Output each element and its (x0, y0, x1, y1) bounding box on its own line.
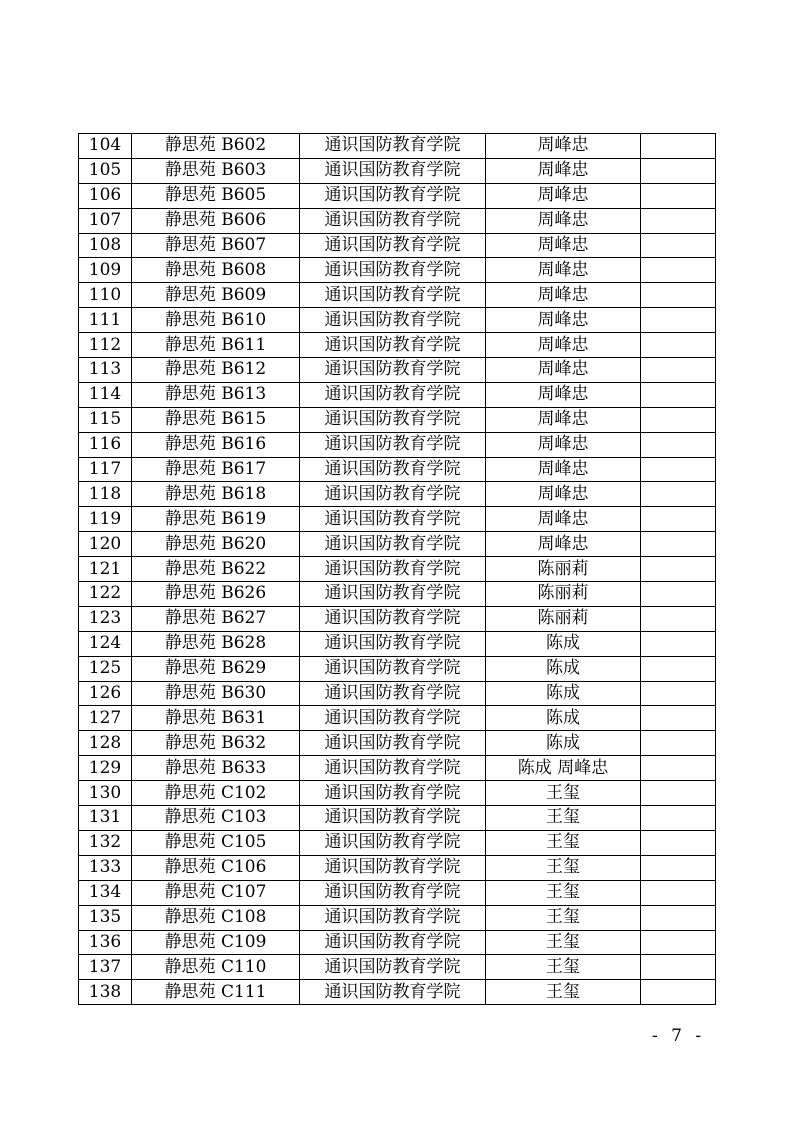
college-cell: 通识国防教育学院 (300, 830, 486, 855)
row-number-cell: 135 (79, 905, 132, 930)
row-number-cell: 136 (79, 930, 132, 955)
table-row (79, 955, 716, 980)
table-row (79, 333, 716, 358)
table-row (79, 631, 716, 656)
remarks-cell (641, 631, 716, 656)
table-row (79, 606, 716, 631)
college-cell: 通识国防教育学院 (300, 606, 486, 631)
counselor-cell: 周峰忠 (486, 507, 641, 532)
remarks-cell (641, 532, 716, 557)
dorm-room-cell: 静思苑 B608 (132, 258, 300, 283)
counselor-cell: 陈丽莉 (486, 582, 641, 607)
dormitory-assignment-table (78, 133, 716, 1005)
row-number-cell: 122 (79, 582, 132, 607)
table-row (79, 183, 716, 208)
dorm-room-cell: 静思苑 B628 (132, 631, 300, 656)
dorm-room-cell: 静思苑 B606 (132, 208, 300, 233)
row-number-cell: 107 (79, 208, 132, 233)
college-cell: 通识国防教育学院 (300, 183, 486, 208)
row-number-cell: 138 (79, 980, 132, 1005)
row-number-cell: 110 (79, 283, 132, 308)
table-row (79, 731, 716, 756)
table-row (79, 781, 716, 806)
remarks-cell (641, 606, 716, 631)
row-number-cell: 119 (79, 507, 132, 532)
remarks-cell (641, 158, 716, 183)
dorm-room-cell: 静思苑 B618 (132, 482, 300, 507)
remarks-cell (641, 457, 716, 482)
remarks-cell (641, 855, 716, 880)
remarks-cell (641, 333, 716, 358)
row-number-cell: 104 (79, 134, 132, 159)
college-cell: 通识国防教育学院 (300, 980, 486, 1005)
college-cell: 通识国防教育学院 (300, 158, 486, 183)
college-cell: 通识国防教育学院 (300, 208, 486, 233)
row-number-cell: 131 (79, 806, 132, 831)
remarks-cell (641, 582, 716, 607)
counselor-cell: 周峰忠 (486, 134, 641, 159)
dorm-room-cell: 静思苑 B626 (132, 582, 300, 607)
college-cell: 通识国防教育学院 (300, 507, 486, 532)
remarks-cell (641, 432, 716, 457)
remarks-cell (641, 283, 716, 308)
college-cell: 通识国防教育学院 (300, 407, 486, 432)
college-cell: 通识国防教育学院 (300, 930, 486, 955)
dorm-room-cell: 静思苑 B612 (132, 358, 300, 383)
table-row (79, 432, 716, 457)
college-cell: 通识国防教育学院 (300, 308, 486, 333)
college-cell: 通识国防教育学院 (300, 333, 486, 358)
college-cell: 通识国防教育学院 (300, 781, 486, 806)
table-row (79, 233, 716, 258)
counselor-cell: 王玺 (486, 880, 641, 905)
dorm-room-cell: 静思苑 B609 (132, 283, 300, 308)
college-cell: 通识国防教育学院 (300, 532, 486, 557)
remarks-cell (641, 830, 716, 855)
row-number-cell: 117 (79, 457, 132, 482)
remarks-cell (641, 930, 716, 955)
remarks-cell (641, 358, 716, 383)
dorm-room-cell: 静思苑 B613 (132, 382, 300, 407)
remarks-cell (641, 781, 716, 806)
counselor-cell: 周峰忠 (486, 532, 641, 557)
dorm-room-cell: 静思苑 B602 (132, 134, 300, 159)
counselor-cell: 王玺 (486, 980, 641, 1005)
table-row (79, 532, 716, 557)
college-cell: 通识国防教育学院 (300, 955, 486, 980)
remarks-cell (641, 482, 716, 507)
counselor-cell: 王玺 (486, 930, 641, 955)
dorm-room-cell: 静思苑 B633 (132, 756, 300, 781)
dorm-room-cell: 静思苑 B610 (132, 308, 300, 333)
row-number-cell: 125 (79, 656, 132, 681)
dorm-room-cell: 静思苑 B605 (132, 183, 300, 208)
remarks-cell (641, 905, 716, 930)
table-row (79, 158, 716, 183)
row-number-cell: 126 (79, 681, 132, 706)
counselor-cell: 王玺 (486, 781, 641, 806)
table-body (79, 134, 716, 1005)
college-cell: 通识国防教育学院 (300, 482, 486, 507)
row-number-cell: 124 (79, 631, 132, 656)
remarks-cell (641, 955, 716, 980)
table-row (79, 358, 716, 383)
college-cell: 通识国防教育学院 (300, 283, 486, 308)
dorm-room-cell: 静思苑 B627 (132, 606, 300, 631)
dorm-room-cell: 静思苑 C107 (132, 880, 300, 905)
row-number-cell: 137 (79, 955, 132, 980)
row-number-cell: 105 (79, 158, 132, 183)
counselor-cell: 王玺 (486, 806, 641, 831)
table-row (79, 756, 716, 781)
row-number-cell: 121 (79, 557, 132, 582)
remarks-cell (641, 681, 716, 706)
row-number-cell: 115 (79, 407, 132, 432)
college-cell: 通识国防教育学院 (300, 681, 486, 706)
college-cell: 通识国防教育学院 (300, 582, 486, 607)
dorm-room-cell: 静思苑 B607 (132, 233, 300, 258)
table-row (79, 308, 716, 333)
counselor-cell: 陈成 周峰忠 (486, 756, 641, 781)
table-row (79, 482, 716, 507)
row-number-cell: 128 (79, 731, 132, 756)
remarks-cell (641, 880, 716, 905)
remarks-cell (641, 183, 716, 208)
counselor-cell: 周峰忠 (486, 358, 641, 383)
counselor-cell: 周峰忠 (486, 233, 641, 258)
remarks-cell (641, 806, 716, 831)
dorm-room-cell: 静思苑 C110 (132, 955, 300, 980)
dorm-room-cell: 静思苑 B629 (132, 656, 300, 681)
college-cell: 通识国防教育学院 (300, 905, 486, 930)
remarks-cell (641, 980, 716, 1005)
dorm-room-cell: 静思苑 B615 (132, 407, 300, 432)
college-cell: 通识国防教育学院 (300, 382, 486, 407)
dorm-room-cell: 静思苑 C103 (132, 806, 300, 831)
table-row (79, 656, 716, 681)
row-number-cell: 113 (79, 358, 132, 383)
counselor-cell: 王玺 (486, 955, 641, 980)
counselor-cell: 周峰忠 (486, 208, 641, 233)
remarks-cell (641, 656, 716, 681)
remarks-cell (641, 706, 716, 731)
remarks-cell (641, 731, 716, 756)
row-number-cell: 118 (79, 482, 132, 507)
row-number-cell: 130 (79, 781, 132, 806)
counselor-cell: 王玺 (486, 830, 641, 855)
table-row (79, 382, 716, 407)
remarks-cell (641, 507, 716, 532)
remarks-cell (641, 134, 716, 159)
row-number-cell: 129 (79, 756, 132, 781)
row-number-cell: 112 (79, 333, 132, 358)
dorm-room-cell: 静思苑 B603 (132, 158, 300, 183)
college-cell: 通识国防教育学院 (300, 706, 486, 731)
college-cell: 通识国防教育学院 (300, 880, 486, 905)
dorm-room-cell: 静思苑 C105 (132, 830, 300, 855)
table-row (79, 457, 716, 482)
table-row (79, 830, 716, 855)
dorm-room-cell: 静思苑 C109 (132, 930, 300, 955)
dorm-room-cell: 静思苑 C108 (132, 905, 300, 930)
table-row (79, 855, 716, 880)
college-cell: 通识国防教育学院 (300, 855, 486, 880)
dorm-room-cell: 静思苑 B617 (132, 457, 300, 482)
college-cell: 通识国防教育学院 (300, 656, 486, 681)
college-cell: 通识国防教育学院 (300, 358, 486, 383)
table-row (79, 980, 716, 1005)
remarks-cell (641, 208, 716, 233)
table-row (79, 905, 716, 930)
college-cell: 通识国防教育学院 (300, 258, 486, 283)
counselor-cell: 陈成 (486, 681, 641, 706)
row-number-cell: 111 (79, 308, 132, 333)
counselor-cell: 周峰忠 (486, 158, 641, 183)
counselor-cell: 陈丽莉 (486, 606, 641, 631)
remarks-cell (641, 756, 716, 781)
counselor-cell: 周峰忠 (486, 482, 641, 507)
dorm-room-cell: 静思苑 B619 (132, 507, 300, 532)
remarks-cell (641, 557, 716, 582)
row-number-cell: 116 (79, 432, 132, 457)
table-row (79, 806, 716, 831)
remarks-cell (641, 382, 716, 407)
counselor-cell: 周峰忠 (486, 432, 641, 457)
counselor-cell: 周峰忠 (486, 457, 641, 482)
dorm-room-cell: 静思苑 B622 (132, 557, 300, 582)
table-row (79, 706, 716, 731)
row-number-cell: 123 (79, 606, 132, 631)
counselor-cell: 周峰忠 (486, 183, 641, 208)
dorm-room-cell: 静思苑 B611 (132, 333, 300, 358)
counselor-cell: 周峰忠 (486, 283, 641, 308)
table-row (79, 258, 716, 283)
college-cell: 通识国防教育学院 (300, 806, 486, 831)
row-number-cell: 127 (79, 706, 132, 731)
counselor-cell: 周峰忠 (486, 258, 641, 283)
table-row (79, 507, 716, 532)
college-cell: 通识国防教育学院 (300, 557, 486, 582)
counselor-cell: 陈成 (486, 706, 641, 731)
counselor-cell: 周峰忠 (486, 333, 641, 358)
table-row (79, 134, 716, 159)
row-number-cell: 109 (79, 258, 132, 283)
college-cell: 通识国防教育学院 (300, 134, 486, 159)
dorm-room-cell: 静思苑 C102 (132, 781, 300, 806)
row-number-cell: 134 (79, 880, 132, 905)
table-row (79, 582, 716, 607)
table-row (79, 930, 716, 955)
table-row (79, 880, 716, 905)
row-number-cell: 106 (79, 183, 132, 208)
counselor-cell: 周峰忠 (486, 308, 641, 333)
counselor-cell: 王玺 (486, 855, 641, 880)
row-number-cell: 133 (79, 855, 132, 880)
dorm-room-cell: 静思苑 B632 (132, 731, 300, 756)
counselor-cell: 周峰忠 (486, 382, 641, 407)
counselor-cell: 陈成 (486, 656, 641, 681)
row-number-cell: 108 (79, 233, 132, 258)
row-number-cell: 132 (79, 830, 132, 855)
counselor-cell: 周峰忠 (486, 407, 641, 432)
table-row (79, 681, 716, 706)
remarks-cell (641, 407, 716, 432)
remarks-cell (641, 308, 716, 333)
counselor-cell: 陈丽莉 (486, 557, 641, 582)
counselor-cell: 王玺 (486, 905, 641, 930)
dorm-room-cell: 静思苑 B620 (132, 532, 300, 557)
college-cell: 通识国防教育学院 (300, 756, 486, 781)
dorm-room-cell: 静思苑 B616 (132, 432, 300, 457)
table-row (79, 283, 716, 308)
college-cell: 通识国防教育学院 (300, 432, 486, 457)
college-cell: 通识国防教育学院 (300, 233, 486, 258)
table-row (79, 208, 716, 233)
dorm-room-cell: 静思苑 B631 (132, 706, 300, 731)
counselor-cell: 陈成 (486, 731, 641, 756)
row-number-cell: 120 (79, 532, 132, 557)
dorm-room-cell: 静思苑 C106 (132, 855, 300, 880)
dorm-room-cell: 静思苑 C111 (132, 980, 300, 1005)
college-cell: 通识国防教育学院 (300, 731, 486, 756)
college-cell: 通识国防教育学院 (300, 457, 486, 482)
table-row (79, 407, 716, 432)
page-number: - 7 - (652, 1026, 706, 1046)
table-row (79, 557, 716, 582)
remarks-cell (641, 258, 716, 283)
row-number-cell: 114 (79, 382, 132, 407)
remarks-cell (641, 233, 716, 258)
college-cell: 通识国防教育学院 (300, 631, 486, 656)
dorm-room-cell: 静思苑 B630 (132, 681, 300, 706)
counselor-cell: 陈成 (486, 631, 641, 656)
